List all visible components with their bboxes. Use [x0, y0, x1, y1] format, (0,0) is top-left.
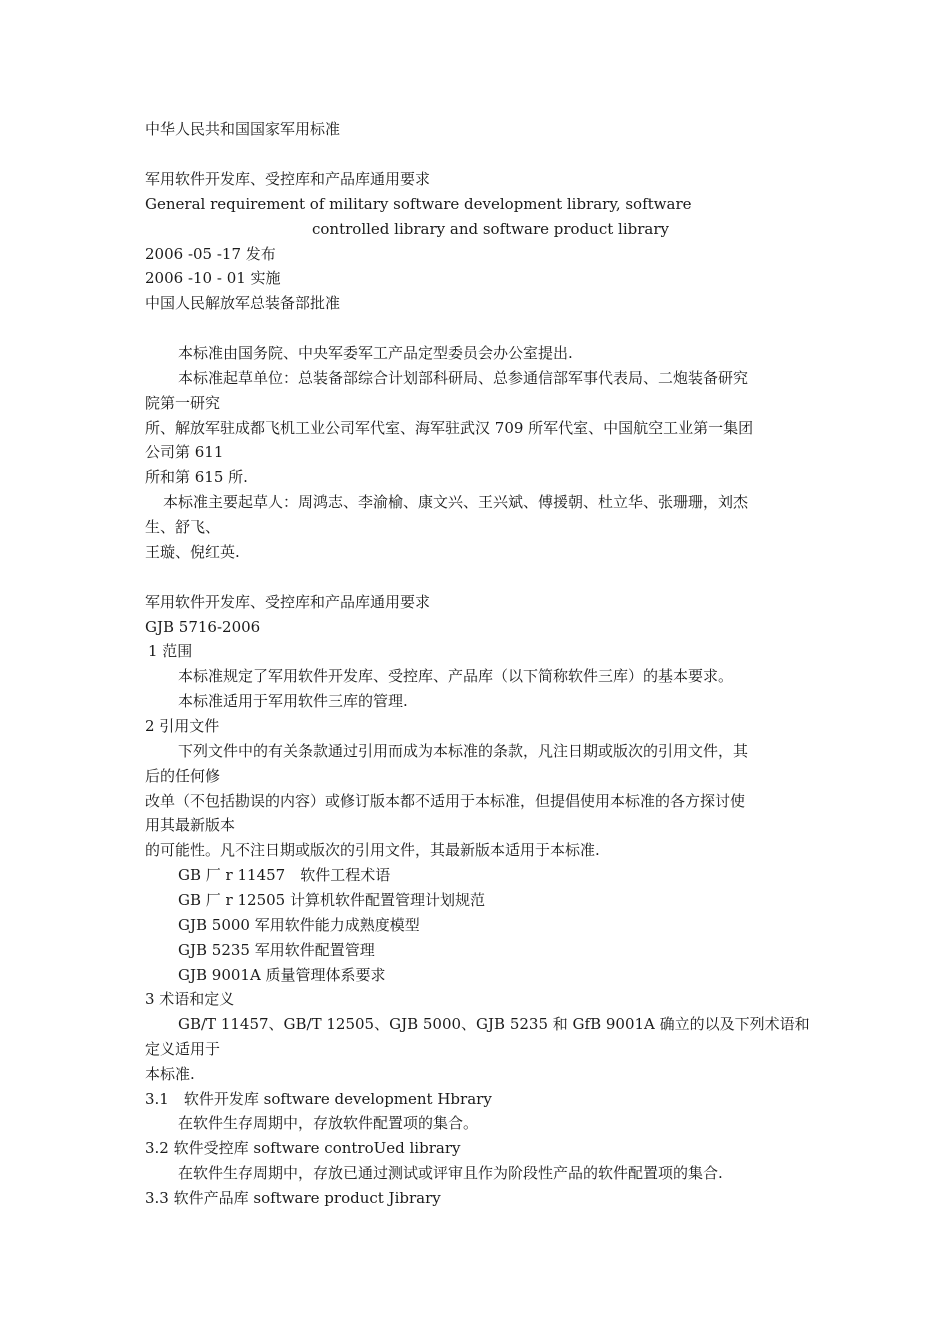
- standard-org-line: 中华人民共和国国家军用标准: [145, 120, 341, 138]
- foreword-drafters-cont: 王璇、倪红英.: [145, 543, 240, 561]
- foreword-drafting-units-cont: 公司第 611: [145, 443, 224, 461]
- section-3-1-para: 在软件生存周期中，存放软件配置项的集合。: [178, 1114, 479, 1132]
- title-en-line-2: controlled library and software product library: [312, 220, 669, 238]
- title-cn: 军用软件开发库、受控库和产品库通用要求: [145, 170, 431, 188]
- reference-item: GJB 5000 军用软件能力成熟度模型: [178, 916, 420, 934]
- section-1-para: 本标准适用于军用软件三库的管理.: [178, 692, 408, 710]
- section-2-para-cont: 用其最新版本: [145, 816, 236, 834]
- foreword-drafting-units-cont: 所和第 615 所.: [145, 468, 248, 486]
- section-2-para-cont: 改单（不包括勘误的内容）或修订版本都不适用于本标准，但提倡使用本标准的各方探讨使: [145, 792, 746, 810]
- section-3-para: GB/T 11457、GB/T 12505、GJB 5000、GJB 5235 和 GfB 9001A 确立的以及下列术语和: [178, 1015, 810, 1033]
- section-2-para-cont: 后的任何修: [145, 767, 221, 785]
- section-3-2-para: 在软件生存周期中，存放已通过测试或评审且作为阶段性产品的软件配置项的集合.: [178, 1164, 723, 1182]
- foreword-drafting-units-cont: 所、解放军驻成都飞机工业公司军代室、海军驻武汉 709 所军代室、中国航空工业第一集团: [145, 419, 754, 437]
- body-title: 军用软件开发库、受控库和产品库通用要求: [145, 593, 431, 611]
- reference-item: GJB 9001A 质量管理体系要求: [178, 966, 386, 984]
- section-1-heading: 1 范围: [148, 642, 193, 660]
- approver: 中国人民解放军总装备部批准: [145, 294, 341, 312]
- publish-date: 2006 -05 -17 发布: [145, 245, 276, 263]
- foreword-drafting-units: 本标准起草单位：总装备部综合计划部科研局、总参通信部军事代表局、二炮装备研究: [178, 369, 749, 387]
- section-3-para-cont: 本标准.: [145, 1065, 195, 1083]
- foreword-drafting-units-cont: 院第一研究: [145, 394, 221, 412]
- foreword-proposer: 本标准由国务院、中央军委军工产品定型委员会办公室提出.: [178, 344, 573, 362]
- implement-date: 2006 -10 - 01 实施: [145, 269, 281, 287]
- section-2-para-cont: 的可能性。凡不注日期或版次的引用文件，其最新版本适用于本标准.: [145, 841, 600, 859]
- foreword-drafters-cont: 生、舒飞、: [145, 518, 221, 536]
- section-3-2-heading: 3.2 软件受控库 software controUed library: [145, 1139, 461, 1157]
- reference-item: GJB 5235 军用软件配置管理: [178, 941, 375, 959]
- foreword-drafters: 本标准主要起草人：周鸿志、李渝榆、康文兴、王兴斌、傅援朝、杜立华、张珊珊，刘杰: [163, 493, 749, 511]
- section-3-1-heading: 3.1 软件开发库 software development Hbrary: [145, 1090, 492, 1108]
- section-2-heading: 2 引用文件: [145, 717, 220, 735]
- section-1-para: 本标准规定了军用软件开发库、受控库、产品库（以下简称软件三库）的基本要求。: [178, 667, 734, 685]
- reference-item: GB 厂 r 12505 计算机软件配置管理计划规范: [178, 891, 485, 909]
- reference-item: GB 厂 r 11457 软件工程术语: [178, 866, 391, 884]
- section-3-3-heading: 3.3 软件产品库 software product Jibrary: [145, 1189, 441, 1207]
- standard-code: GJB 5716-2006: [145, 618, 261, 636]
- section-3-para-cont: 定义适用于: [145, 1040, 221, 1058]
- section-3-heading: 3 术语和定义: [145, 990, 235, 1008]
- title-en-line-1: General requirement of military software development library, software: [145, 195, 692, 213]
- section-2-para: 下列文件中的有关条款通过引用而成为本标准的条款，凡注日期或版次的引用文件，其: [178, 742, 749, 760]
